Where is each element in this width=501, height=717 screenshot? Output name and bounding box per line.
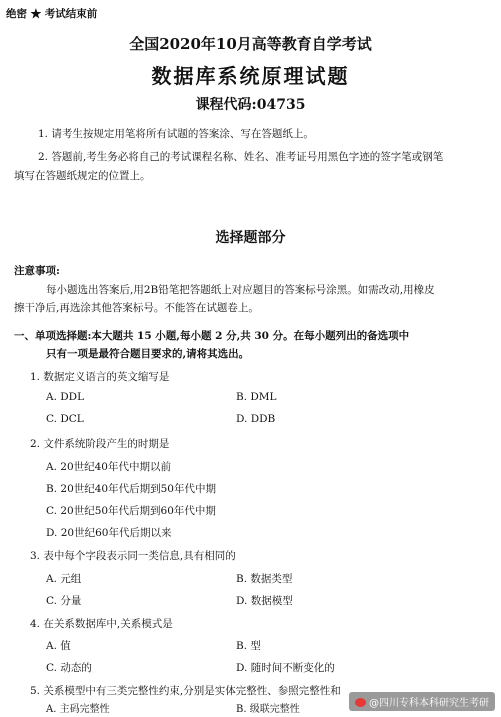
question-2-option-c: C. 20世纪50年代后期到60年代中期 xyxy=(46,505,216,517)
question-4-option-c: C. 动态的 xyxy=(46,662,92,674)
section-title: 选择题部分 xyxy=(215,230,286,246)
instruction-2-line2: 填写在答题纸规定的位置上。 xyxy=(14,170,151,182)
weibo-icon xyxy=(355,698,366,707)
question-3-option-b: B. 数据类型 xyxy=(236,573,293,585)
question-5-option-b: B. 级联完整性 xyxy=(236,704,300,715)
question-3-stem: 3. 表中每个字段表示同一类信息,具有相同的 xyxy=(30,550,236,562)
watermark-text: @四川专科本科研究生考研 xyxy=(369,698,489,709)
exam-title: 全国2020年10月高等教育自学考试 xyxy=(129,35,372,53)
question-1-option-b: B. DML xyxy=(236,391,277,403)
instruction-2-line1: 2. 答题前,考生务必将自己的考试课程名称、姓名、准考证号用黑色字迹的签字笔或钢笔 xyxy=(38,151,444,163)
watermark xyxy=(349,692,495,711)
question-3-option-c: C. 分量 xyxy=(46,595,82,607)
question-3-option-a: A. 元组 xyxy=(46,573,82,585)
question-1-option-d: D. DDB xyxy=(236,413,276,425)
question-2-stem: 2. 文件系统阶段产生的时期是 xyxy=(30,438,170,450)
question-1-option-a: A. DDL xyxy=(46,391,85,403)
confidential-mark: 绝密 ★ 考试结束前 xyxy=(6,8,98,20)
question-3-option-d: D. 数据模型 xyxy=(236,595,293,607)
question-4-option-a: A. 值 xyxy=(46,640,71,652)
question-1-option-c: C. DCL xyxy=(46,413,84,425)
question-5-stem: 5. 关系模型中有三类完整性约束,分别是实体完整性、参照完整性和 xyxy=(30,685,341,697)
notes-line1: 每小题选出答案后,用2B铅笔把答题纸上对应题目的答案标号涂黑。如需改动,用橡皮 xyxy=(46,284,435,296)
question-2-option-b: B. 20世纪40年代后期到50年代中期 xyxy=(46,483,216,495)
paper-title: 数据库系统原理试题 xyxy=(151,64,350,88)
question-4-option-d: D. 随时间不断变化的 xyxy=(236,662,335,674)
notes-line2: 擦干净后,再选涂其他答案标号。不能答在试题卷上。 xyxy=(14,302,259,314)
question-1-stem: 1. 数据定义语言的英文缩写是 xyxy=(30,371,170,383)
notes-heading: 注意事项: xyxy=(14,265,60,277)
question-4-stem: 4. 在关系数据库中,关系模式是 xyxy=(30,618,173,630)
instruction-1: 1. 请考生按规定用笔将所有试题的答案涂、写在答题纸上。 xyxy=(38,128,314,140)
question-5-option-a: A. 主码完整性 xyxy=(46,704,110,715)
course-code: 课程代码:04735 xyxy=(195,97,306,113)
question-2-option-d: D. 20世纪60年代后期以来 xyxy=(46,527,172,539)
part1-heading-line2: 只有一项是最符合题目要求的,请将其选出。 xyxy=(46,348,250,360)
question-2-option-a: A. 20世纪40年代中期以前 xyxy=(46,461,171,473)
question-4-option-b: B. 型 xyxy=(236,640,261,652)
part1-heading-line1: 一、单项选择题:本大题共 15 小题,每小题 2 分,共 30 分。在每小题列出的备选项中 xyxy=(14,330,410,342)
